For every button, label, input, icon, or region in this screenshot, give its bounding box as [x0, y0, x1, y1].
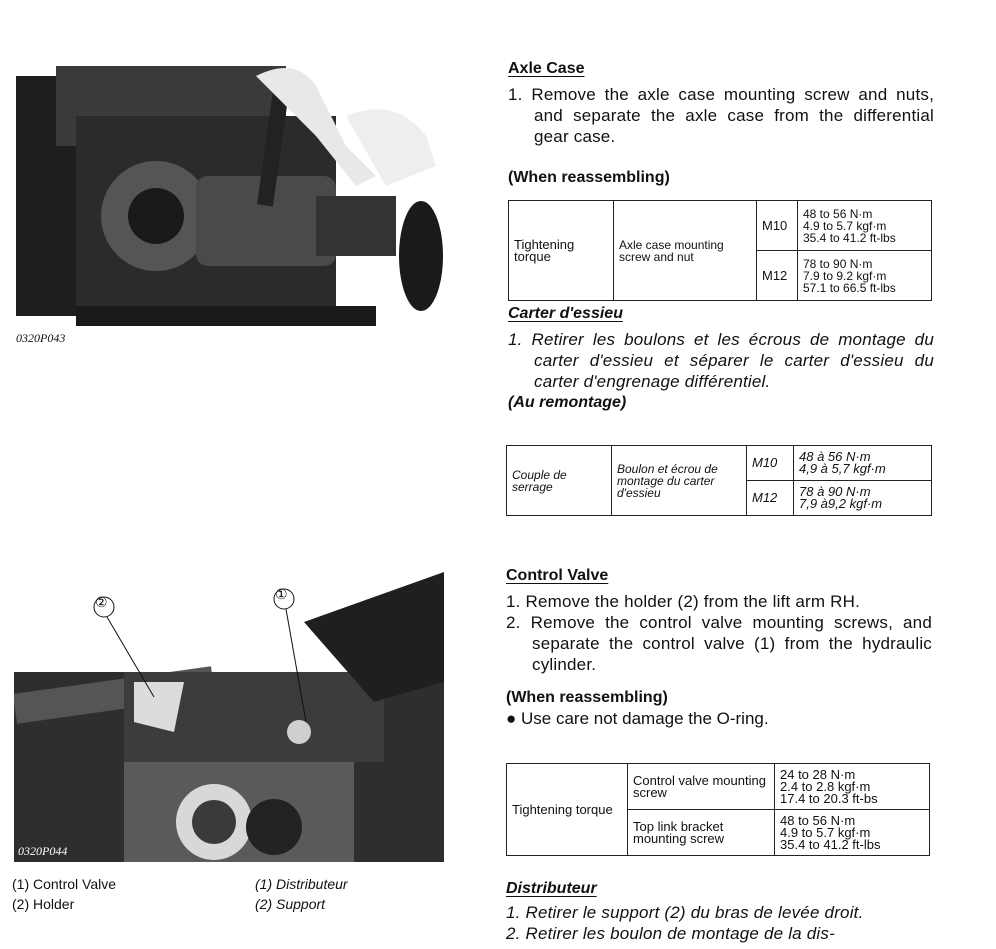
steps-list-fr [508, 329, 934, 392]
steps-list [508, 84, 934, 147]
table-cell [794, 446, 932, 481]
value-line: 24 to 28 N·m [780, 766, 856, 782]
axle-torque-table-fr [506, 445, 932, 516]
control-valve-section [506, 567, 932, 729]
legend-fr [255, 874, 348, 914]
axle-case-photo [16, 56, 444, 326]
callout-1: ① [275, 586, 288, 602]
photo-caption-top: 0320P043 [16, 331, 66, 345]
section-title-fr: Carter d'essieu [508, 305, 623, 322]
legend-en [12, 874, 116, 914]
step-item: 2. Remove the control valve mounting screws, and separate the control valve (1) from the hydraulic cylinder. [506, 613, 932, 674]
legend-en-item: (2) Holder [12, 896, 75, 912]
legend-en-item: (1) Control Valve [12, 876, 117, 892]
table-cell [798, 251, 932, 301]
legend-fr-item: (1) Distributeur [255, 876, 348, 892]
reassembling-heading-fr: (Au remontage) [508, 394, 627, 411]
table-cell: Control valve mounting screw [628, 764, 775, 810]
table-cell: Tightening torque [509, 201, 614, 301]
value-line: 2.4 to 2.8 kgf·m [780, 778, 871, 794]
bullet-item [506, 709, 932, 729]
distributeur-section [506, 880, 932, 944]
table-cell: M12 [757, 251, 798, 301]
axle-torque-table [508, 200, 932, 301]
callout-2: ② [95, 594, 108, 610]
value-line: 7.9 to 9.2 kgf·m [803, 268, 887, 283]
steps-list [506, 591, 932, 675]
table-cell: Boulon et écrou de montage du carter d'essieu [612, 446, 747, 516]
value-line: 4,9 à 5,7 kgf·m [799, 461, 886, 476]
table-cell: M10 [757, 201, 798, 251]
bullet-text: Use care not damage the O-ring. [521, 709, 769, 728]
valve-torque-table [506, 763, 930, 856]
table-cell [798, 201, 932, 251]
photo-caption-bottom: 0320P044 [18, 844, 68, 858]
control-valve-photo [14, 572, 444, 862]
value-line: 78 to 90 N·m [803, 256, 873, 271]
value-line: 7,9 à9,2 kgf·m [799, 496, 883, 511]
table-cell [794, 481, 932, 516]
table-cell: Top link bracket mounting screw [628, 810, 775, 856]
carter-essieu-section [508, 305, 934, 412]
steps-list-fr [506, 902, 932, 944]
axle-case-illustration [16, 56, 444, 326]
value-line: 48 to 56 N·m [803, 206, 873, 221]
control-valve-illustration [14, 572, 444, 862]
step-item: 1. Retirer le support (2) du bras de levée droit. [506, 903, 864, 922]
value-line: 35.4 to 41.2 ft-lbs [803, 230, 896, 245]
table-cell: Tightening torque [507, 764, 628, 856]
value-line: 4.9 to 5.7 kgf·m [780, 824, 871, 840]
section-title-fr: Distributeur [506, 880, 597, 897]
step-item: 1. Retirer les boulons et les écrous de montage du carter d'essieu et séparer le carter d'essieu du carter d'engrenage différentiel. [508, 330, 934, 391]
value-line: 48 à 56 N·m [799, 449, 871, 464]
value-line: 17.4 to 20.3 ft-bs [780, 790, 878, 806]
legend-fr-item: (2) Support [255, 896, 326, 912]
step-item: 1. Remove the axle case mounting screw and nuts, and separate the axle case from the differential gear case. [508, 85, 934, 146]
bullet-dot-icon: ● [506, 709, 517, 728]
table-cell: M12 [747, 481, 794, 516]
step-item: 1. Remove the holder (2) from the lift arm RH. [506, 592, 861, 611]
table-cell: Axle case mounting screw and nut [614, 201, 757, 301]
step-item: 2. Retirer les boulon de montage de la dis- [506, 924, 835, 943]
table-cell: M10 [747, 446, 794, 481]
section-title: Axle Case [508, 60, 585, 77]
reassembling-heading: (When reassembling) [508, 169, 670, 186]
value-line: 35.4 to 41.2 ft-lbs [780, 836, 881, 852]
axle-case-section [508, 60, 934, 187]
section-title: Control Valve [506, 567, 609, 584]
table-cell [775, 764, 930, 810]
value-line: 48 to 56 N·m [780, 812, 856, 828]
value-line: 4.9 to 5.7 kgf·m [803, 218, 887, 233]
reassembling-heading: (When reassembling) [506, 689, 668, 706]
value-line: 78 à 90 N·m [799, 484, 871, 499]
table-cell: Couple de serrage [507, 446, 612, 516]
value-line: 57.1 to 66.5 ft-lbs [803, 280, 896, 295]
table-cell [775, 810, 930, 856]
